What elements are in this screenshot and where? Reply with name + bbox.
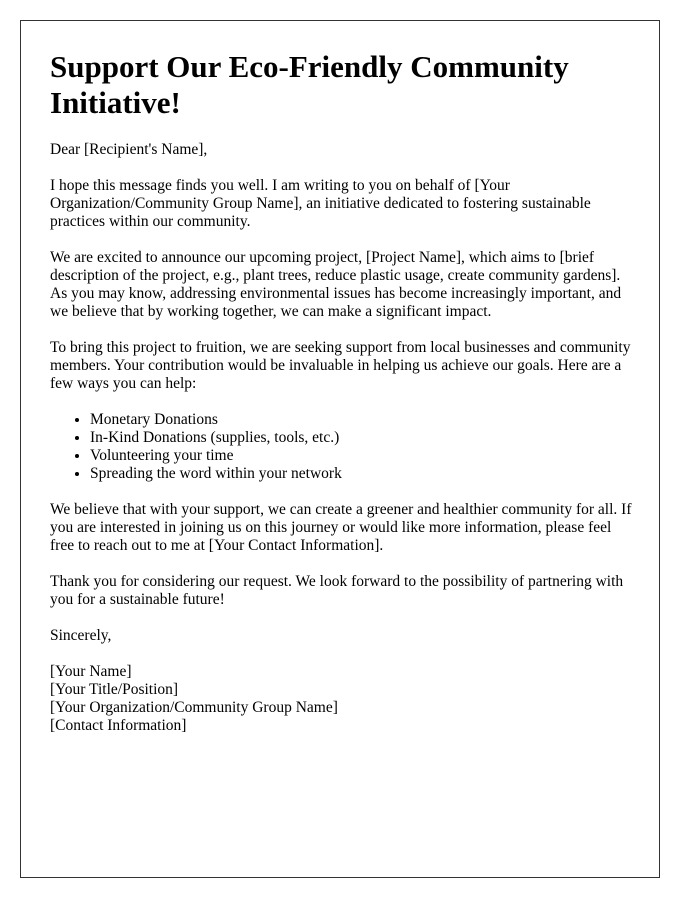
project-paragraph: We are excited to announce our upcoming project, [Project Name], which aims to [brief description of the project, e.g., plant trees, reduce plastic usage, create community gardens]. As you may know, addressing environmental issues has become increasingly important, and we believe that by working together, we can make a significant impact.	[50, 249, 622, 320]
signature-block	[50, 663, 635, 735]
help-list	[50, 411, 635, 483]
help-item-monetary: • Monetary Donations	[90, 411, 635, 429]
help-item-spreading-word: • Spreading the word within your network	[90, 465, 635, 483]
signature-organization: [Your Organization/Community Group Name]	[50, 699, 338, 716]
intro-paragraph: I hope this message finds you well. I am writing to you on behalf of [Your Organization/Community Group Name], an initiative dedicated to fostering sustainable practices within our community.	[50, 177, 591, 230]
salutation: Dear [Recipient's Name],	[50, 141, 208, 158]
sign-off: Sincerely,	[50, 627, 112, 644]
signature-contact: [Contact Information]	[50, 717, 187, 734]
signature-name: [Your Name]	[50, 663, 132, 680]
thanks-paragraph: Thank you for considering our request. We look forward to the possibility of partnering with you for a sustainable future!	[50, 573, 624, 608]
letter-title: Support Our Eco-Friendly Community Initiative!	[50, 49, 569, 120]
support-paragraph: To bring this project to fruition, we are seeking support from local businesses and community members. Your contribution would be invaluable in helping us achieve our goals. Here are a few ways you can help:	[50, 339, 631, 392]
signature-title: [Your Title/Position]	[50, 681, 179, 698]
help-item-in-kind: • In-Kind Donations (supplies, tools, etc.)	[90, 429, 635, 447]
help-item-volunteering: • Volunteering your time	[90, 447, 635, 465]
belief-paragraph: We believe that with your support, we can create a greener and healthier community for all. If you are interested in joining us on this journey or would like more information, please feel free to reach out to me at [Your Contact Information].	[50, 501, 632, 554]
letter-page	[20, 20, 660, 878]
letter-content	[50, 49, 635, 735]
